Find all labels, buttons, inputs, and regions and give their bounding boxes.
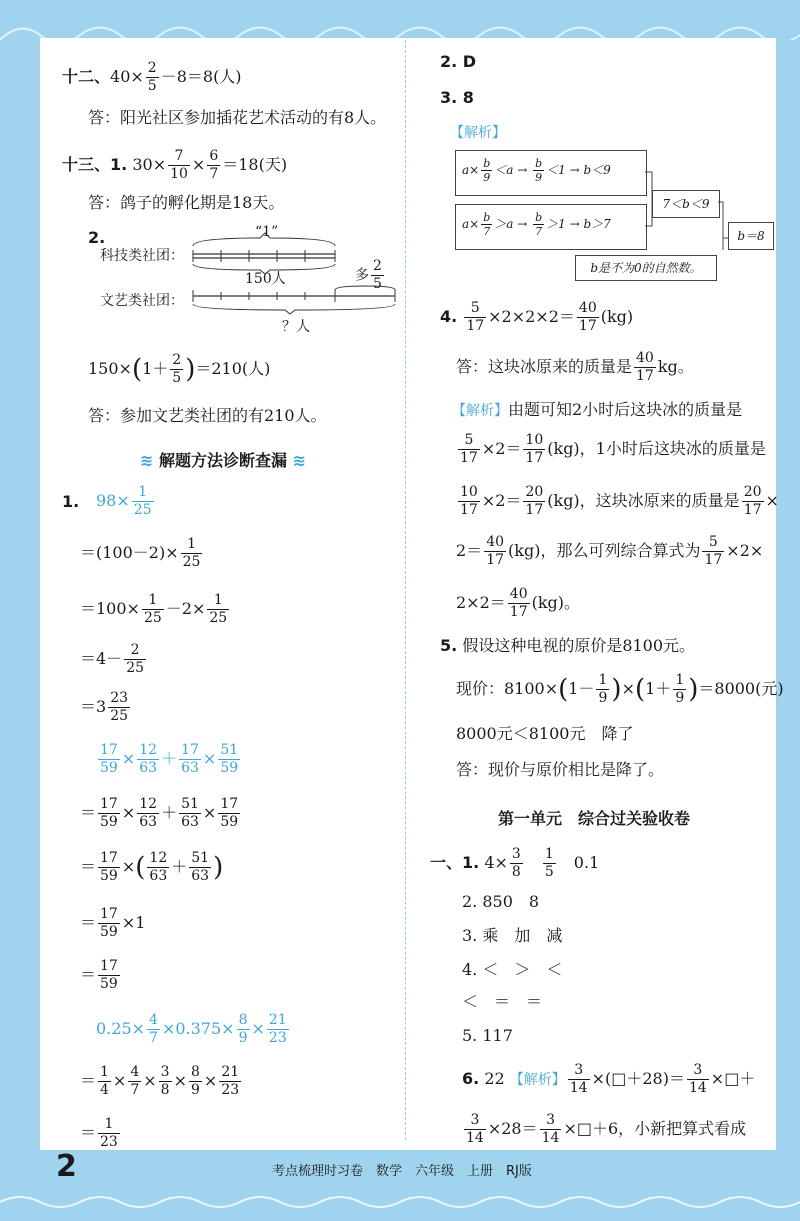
- diag-line1: 98× $\frac{1}{25}$: [96, 484, 152, 518]
- r-q2: 2. D: [440, 52, 477, 71]
- footer-text: 考点梳理时习卷 数学 六年级 上册 RJ版: [272, 1164, 532, 1179]
- q12-line: 十二、40× $\frac{2}{5}$ －8＝8(人): [62, 60, 242, 94]
- r-q5-line1: 5. 假设这种电视的原价是8100元。: [440, 636, 696, 655]
- r-analysis-tag: 【解析】: [450, 125, 506, 141]
- diag-line11: 0.25× $\frac{4}{7}$ ×0.375× $\frac{8}{9}$ × $\frac{21}{23}$: [96, 1012, 287, 1046]
- diag-line6: $\frac{17}{59}$ × $\frac{12}{63}$ ＋ $\frac{17}{63}$ × $\frac{51}{59}$: [100, 742, 239, 776]
- column-divider: [405, 40, 406, 1140]
- result-box: b＝8: [728, 222, 774, 250]
- diagram-top-value: 150人: [245, 271, 286, 287]
- r-q4-an5: 2×2＝ $\frac{40}{17}$ (kg)。: [456, 586, 581, 620]
- q13-line: 十三、1. 30× $\frac{7}{10}$ × $\frac{6}{7}$ ＝18(天): [62, 148, 288, 182]
- diagram-quote: “1”: [255, 224, 279, 240]
- logic-row-1: a× $\frac{b}{9}$ ＜a → $\frac{b}{9}$ ＜1 → b＜9: [462, 157, 611, 184]
- bottom-wave-border: [0, 1178, 800, 1221]
- r-q5-line3: 8000元＜8100元 降了: [456, 724, 634, 743]
- q13-num2: 2.: [88, 228, 106, 247]
- r-q5-line2: 现价：8100×(1－ $\frac{1}{9}$ )×(1＋ $\frac{1}{9}$ )＝8000(元): [456, 672, 784, 706]
- unit-title: 第一单元 综合过关验收卷: [498, 809, 691, 828]
- u6-line2: $\frac{3}{14}$ ×28＝ $\frac{3}{14}$ ×□＋6，小新把算式看成: [466, 1112, 747, 1146]
- diag-line12: ＝ $\frac{1}{4}$ × $\frac{4}{7}$ × $\frac{3}{8}$ × $\frac{8}{9}$ × $\frac{21}{23}$: [80, 1064, 240, 1098]
- q13-calc: 150×(1＋ $\frac{2}{5}$ )＝210(人): [88, 352, 271, 386]
- diag-line13: ＝ $\frac{1}{23}$: [80, 1116, 118, 1150]
- diagram-label-top: 科技类社团：: [100, 248, 184, 264]
- q12-answer: 答：阳光社区参加插花艺术活动的有8人。: [88, 108, 387, 127]
- r-q4-an1: 【解析】由题可知2小时后这块冰的质量是: [452, 400, 743, 419]
- u1-line: 一、1. 4× $\frac{3}{8}$ $\frac{1}{5}$ 0.1: [430, 846, 600, 880]
- u5-line: 5. 117: [462, 1026, 513, 1045]
- diag-line8: ＝ $\frac{17}{59}$ ×( $\frac{12}{63}$ ＋ $\frac{51}{63}$ ): [80, 850, 224, 884]
- diag-line4: ＝4－ $\frac{2}{25}$: [80, 642, 145, 676]
- diag-line7: ＝ $\frac{17}{59}$ × $\frac{12}{63}$ ＋ $\frac{51}{63}$ × $\frac{17}{59}$: [80, 796, 239, 830]
- r-q4-an3: $\frac{10}{17}$ ×2＝ $\frac{20}{17}$ (kg)，这块冰原来的质量是 $\frac{20}{17}$ ×: [460, 484, 779, 518]
- segment-diagram: [190, 232, 400, 322]
- r-q5-answer: 答：现价与原价相比是降了。: [456, 760, 665, 779]
- logic-row-2: a× $\frac{b}{7}$ ＞a → $\frac{b}{7}$ ＞1 → b＞7: [462, 211, 611, 238]
- u4a-line: 4. ＜ ＞ ＜: [462, 960, 563, 979]
- diag-num: 1.: [62, 492, 80, 511]
- page-number: 2: [56, 1149, 77, 1184]
- u2-line: 2. 850 8: [462, 892, 540, 911]
- diagram-label-bottom: 文艺类社团：: [100, 293, 184, 309]
- top-wave-border: [0, 0, 800, 40]
- r-q4-an2: $\frac{5}{17}$ ×2＝ $\frac{10}{17}$ (kg)，1小时后这块冰的质量是: [460, 432, 766, 466]
- r-q4-answer: 答：这块冰原来的质量是 $\frac{40}{17}$ kg。: [456, 350, 694, 384]
- u6-line1: 6. 22 【解析】 $\frac{3}{14}$ ×(□＋28)＝ $\frac{3}{14}$ ×□＋: [462, 1062, 756, 1096]
- u4b-line: ＜ ＝ ＝: [462, 992, 543, 1011]
- logic-connectors: [645, 150, 735, 260]
- r-q3: 3. 8: [440, 88, 474, 107]
- diag-line9: ＝ $\frac{17}{59}$ ×1: [80, 906, 146, 940]
- r-q4-an4: 2＝ $\frac{40}{17}$ (kg)，那么可列综合算式为 $\frac{5}{17}$ ×2×: [456, 534, 764, 568]
- r-q4-line: 4. $\frac{5}{17}$ ×2×2×2＝ $\frac{40}{17}$ (kg): [440, 300, 634, 334]
- diagram-extra: 多 $\frac{2}{5}$: [355, 258, 382, 292]
- diag-line2: ＝(100－2)× $\frac{1}{25}$: [80, 536, 201, 570]
- range-box: 7＜b＜9: [652, 190, 720, 218]
- u3-line: 3. 乘 加 减: [462, 926, 563, 945]
- diag-line5: ＝3 $\frac{23}{25}$: [80, 690, 129, 724]
- section-title: ≋ 解题方法诊断查漏 ≋: [140, 451, 306, 470]
- q13-answer2: 答：参加文艺类社团的有210人。: [88, 406, 327, 425]
- diag-line10: ＝ $\frac{17}{59}$: [80, 958, 118, 992]
- diag-line3: ＝100× $\frac{1}{25}$ －2× $\frac{1}{25}$: [80, 592, 228, 626]
- diagram-bottom-value: ？人: [282, 319, 310, 335]
- q13-answer1: 答：鸽子的孵化期是18天。: [88, 193, 285, 212]
- note-box: b是不为0的自然数。: [575, 255, 717, 281]
